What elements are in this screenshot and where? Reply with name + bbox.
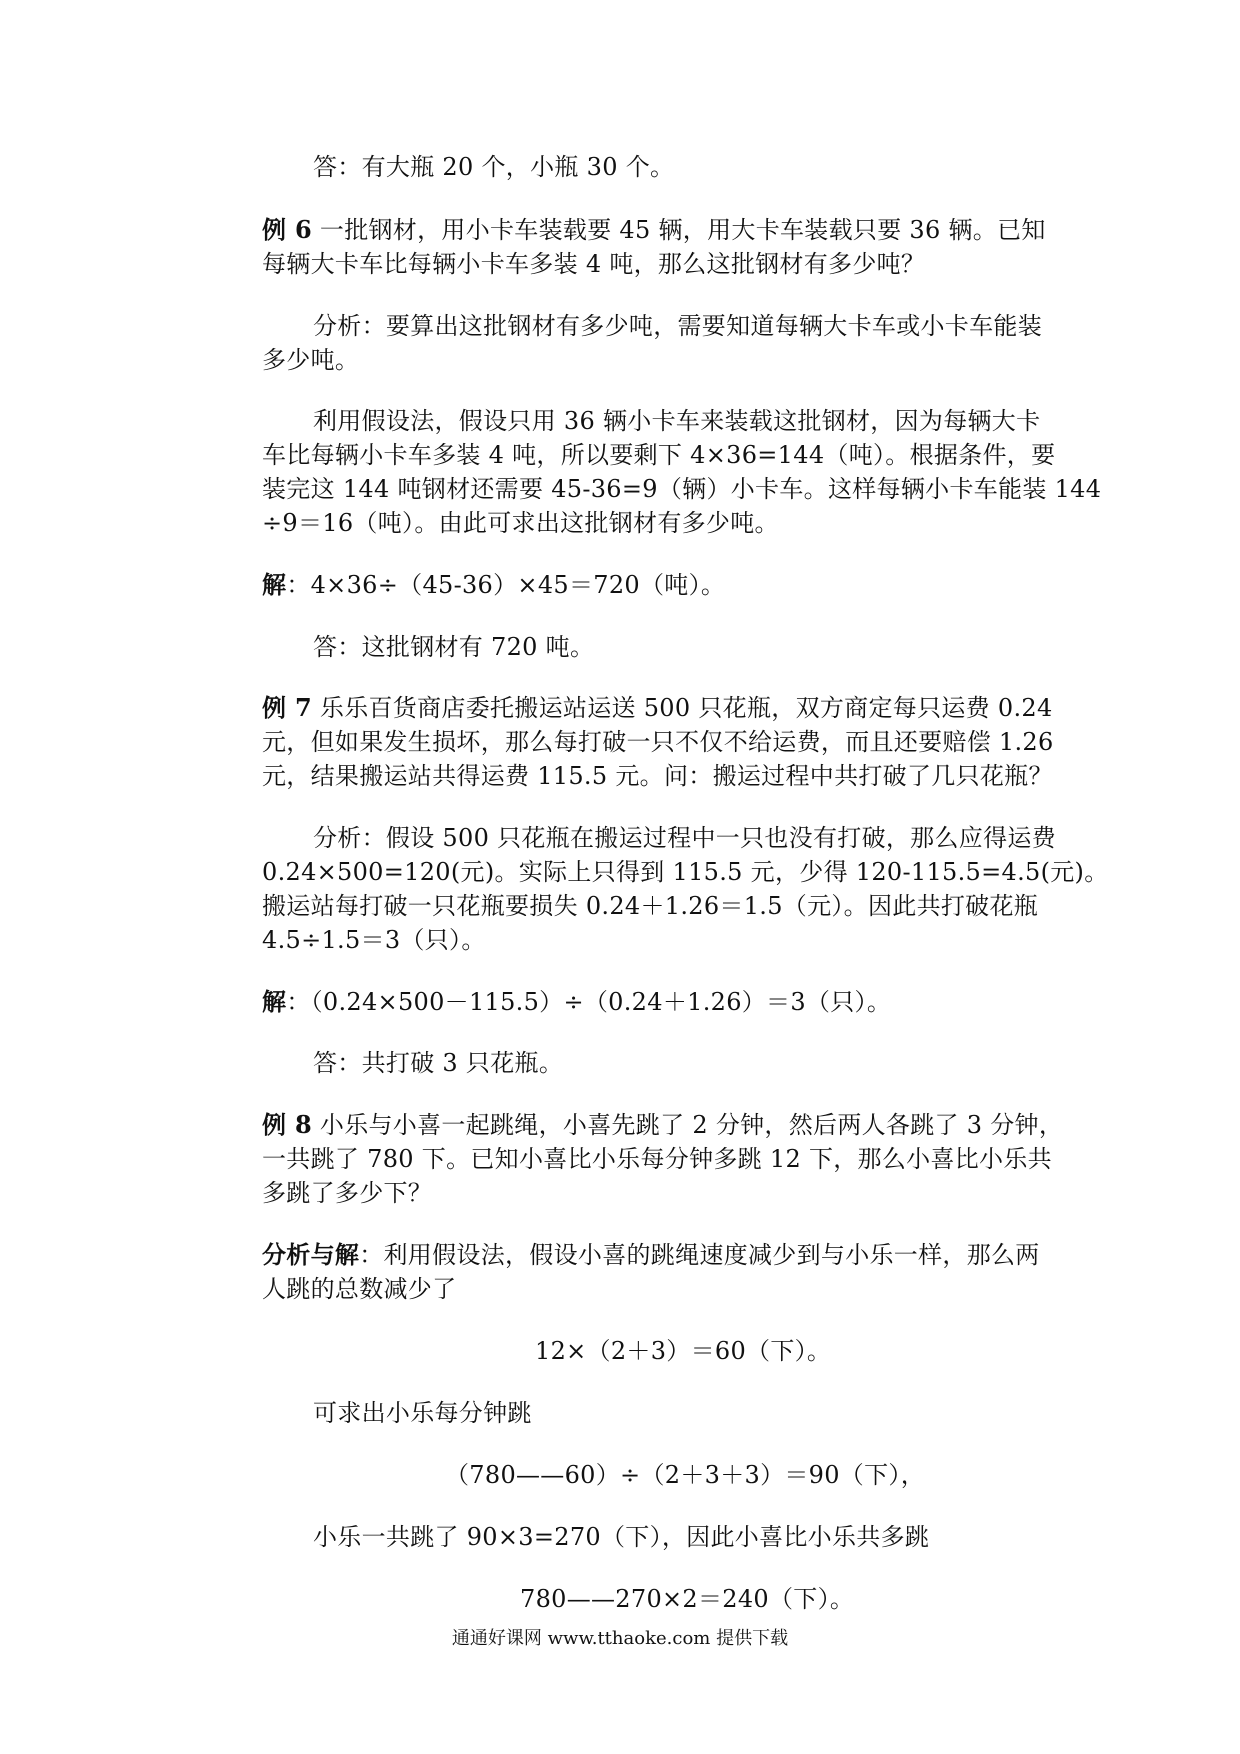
example-7-answer: 答：共打破 3 只花瓶。: [313, 1049, 564, 1077]
example-7-problem-3: 元，结果搬运站共得运费 115.5 元。问：搬运过程中共打破了几只花瓶？: [262, 762, 1053, 790]
example-6-solution-label: 解: [262, 570, 287, 599]
example-8-formula-1: 12×（2＋3）＝60（下）。: [535, 1337, 832, 1365]
example-6-assume-4: ÷9＝16（吨）。由此可求出这批钢材有多少吨。: [262, 509, 779, 537]
example-7-solution: [262, 985, 891, 1019]
example-8-text-2: 可求出小乐每分钟跳: [313, 1399, 532, 1427]
example-8-problem-2: 一共跳了 780 下。已知小喜比小乐每分钟多跳 12 下，那么小喜比小乐共: [262, 1145, 1052, 1173]
example-6-answer: 答：这批钢材有 720 吨。: [313, 633, 595, 661]
example-8-line-1: [262, 1108, 1063, 1142]
example-7-solution-text: ：（0.24×500－115.5）÷（0.24＋1.26）＝3（只）。: [286, 988, 892, 1016]
example-7-line-1: [262, 691, 1053, 725]
example-6-solution: [262, 568, 725, 602]
example-6-assume-2: 车比每辆小卡车多装 4 吨，所以要剩下 4×36=144（吨）。根据条件，要: [262, 441, 1056, 469]
example-8-problem-3: 多跳了多少下？: [262, 1179, 433, 1207]
example-6-analysis-1: 分析：要算出这批钢材有多少吨，需要知道每辆大卡车或小卡车能装: [313, 312, 1042, 340]
example-8-analysis-label: 分析与解: [262, 1240, 360, 1269]
example-6-line-1: [262, 213, 1046, 247]
example-6-analysis-2: 多少吨。: [262, 346, 360, 374]
example-6-assume-3: 装完这 144 吨钢材还需要 45-36=9（辆）小卡车。这样每辆小卡车能装 144: [262, 475, 1102, 503]
example-8-analysis-text-1: ：利用假设法，假设小喜的跳绳速度减少到与小乐一样，那么两: [359, 1241, 1040, 1269]
answer-previous: 答：有大瓶 20 个，小瓶 30 个。: [313, 153, 675, 181]
example-7-analysis-1: 分析：假设 500 只花瓶在搬运过程中一只也没有打破，那么应得运费: [313, 824, 1056, 852]
example-8-formula-3: 780——270×2＝240（下）。: [520, 1585, 855, 1613]
example-7-analysis-4: 4.5÷1.5＝3（只）。: [262, 926, 486, 954]
example-6-solution-text: ：4×36÷（45-36）×45＝720（吨）。: [286, 571, 726, 599]
example-6-label: 例 6: [262, 215, 312, 244]
example-7-label: 例 7: [262, 693, 312, 722]
example-7-solution-label: 解: [262, 987, 287, 1016]
example-7-problem-1: 乐乐百货商店委托搬运站运送 500 只花瓶，双方商定每只运费 0.24: [319, 694, 1053, 722]
example-8-analysis-2: 人跳的总数减少了: [262, 1275, 457, 1303]
example-8-problem-1: 小乐与小喜一起跳绳，小喜先跳了 2 分钟，然后两人各跳了 3 分钟，: [319, 1111, 1064, 1139]
example-8-formula-2: （780——60）÷（2＋3＋3）＝90（下），: [445, 1461, 926, 1489]
example-7-analysis-2: 0.24×500=120(元)。实际上只得到 115.5 元，少得 120-115.5=4.5(元)。: [262, 858, 1109, 886]
page-footer: 通通好课网 www.tthaoke.com 提供下载: [451, 1628, 789, 1649]
example-6-assume-1: 利用假设法，假设只用 36 辆小卡车来装载这批钢材，因为每辆大卡: [313, 407, 1041, 435]
example-8-label: 例 8: [262, 1110, 312, 1139]
example-7-analysis-3: 搬运站每打破一只花瓶要损失 0.24＋1.26＝1.5（元）。因此共打破花瓶: [262, 892, 1039, 920]
example-8-text-3: 小乐一共跳了 90×3=270（下），因此小喜比小乐共多跳: [313, 1523, 930, 1551]
example-6-problem-2: 每辆大卡车比每辆小卡车多装 4 吨，那么这批钢材有多少吨？: [262, 250, 926, 278]
example-6-problem-1: 一批钢材，用小卡车装载要 45 辆，用大卡车装载只要 36 辆。已知: [319, 216, 1046, 244]
example-7-problem-2: 元，但如果发生损坏，那么每打破一只不仅不给运费，而且还要赔偿 1.26: [262, 728, 1054, 756]
example-8-analysis-1: [262, 1238, 1040, 1272]
